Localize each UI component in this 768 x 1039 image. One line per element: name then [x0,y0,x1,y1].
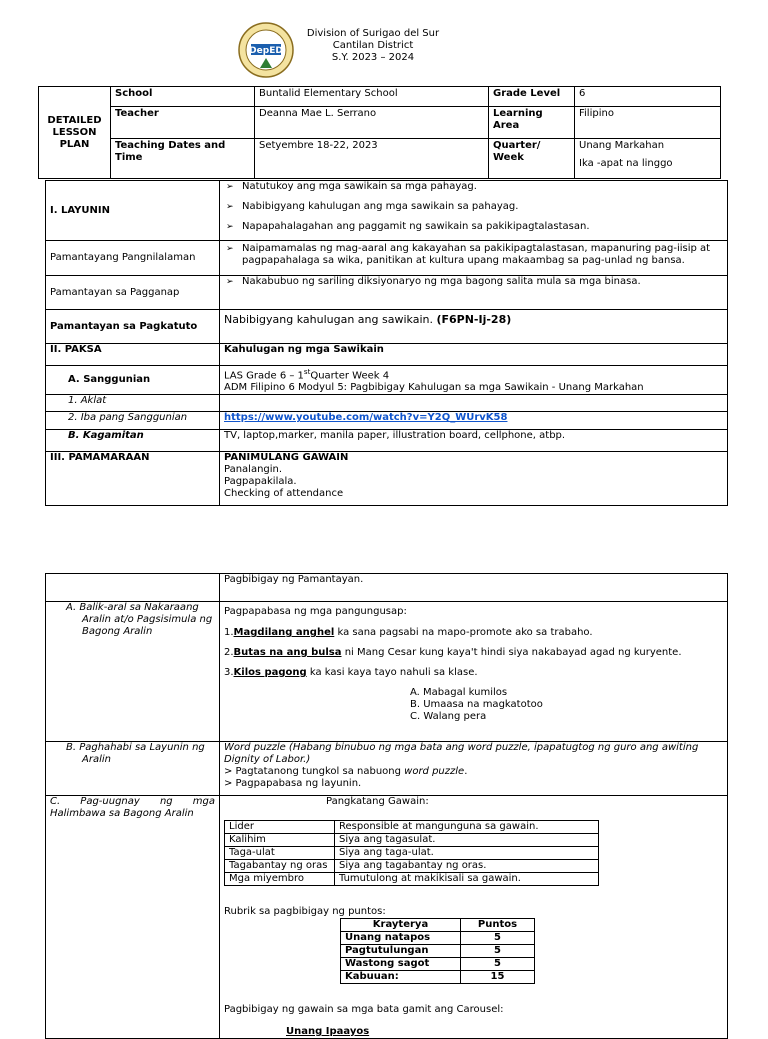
rubric-title: Rubrik sa pagbibigay ng puntos: [224,906,386,917]
pangnilalaman-value: ➢ Naipamamalas ng mag-aaral ang kakayahan sa pakikipagtalastasan, mapanuring pag-iisip at pagpapahalaga sa wika, panitikan at kultura upang makaambag sa pag-unlad ng bansa. [220,241,728,276]
quarter-value: Unang Markahan [579,140,665,151]
role-name: Tagabantay ng oras [225,860,335,873]
rubric-criteria: Kabuuan: [341,971,461,984]
competency-code: (F6PN-Ij-28) [436,313,512,326]
idiom: Magdilang anghel [233,627,335,638]
pagganap-value: ➢ Nakabubuo ng sariling diksiyonaryo ng mga bagong salita mula sa mga binasa. [220,276,728,310]
sanggunian-value: LAS Grade 6 – 1stQuarter Week 4 ADM Filipino 6 Modyul 5: Pagbibigay Kahulugan sa mga Sawikain - Unang Markahan [220,366,728,395]
pagkatuto-label: Pamantayan sa Pagkatuto [46,310,220,344]
rubric-criteria: Wastong sagot [341,958,461,971]
role-name: Kalihim [225,834,335,847]
rubric-header-points: Puntos [461,919,535,932]
unang-ipaayos: Unang Ipaayos [286,1026,370,1037]
idiom: Butas na ang bulsa [233,647,342,658]
balik-aral-content [220,602,728,742]
teaching-dates-label: Teaching Dates and Time [111,139,255,179]
youtube-link[interactable]: https://www.youtube.com/watch?v=Y2Q_WUrvK58 [224,412,508,424]
balik-aral-intro: Pagpapabasa ng mga pangungusap: [224,606,407,617]
panimulang-title: PANIMULANG GAWAIN [224,452,349,464]
learning-area-value: Filipino [575,107,721,139]
layunin-item: ➢ Natutukoy ang mga sawikain sa mga pahayag. [224,181,723,193]
pagkatuto-value: Nabibigyang kahulugan ang sawikain. (F6PN-Ij-28) [220,310,728,344]
empty-cell [46,574,220,602]
choices-list [410,687,723,723]
sanggunian-label: A. Sanggunian [46,366,220,395]
rubric-table [340,918,535,984]
iba-sanggunian-value [220,412,728,430]
role-desc: Tumutulong at makikisali sa gawain. [335,873,599,886]
division-name: Division of Surigao del Sur [306,28,440,39]
choice-item: B. Umaasa na magkatotoo [410,699,543,710]
lesson-plan-table-2 [45,573,728,1039]
word-puzzle-text: Word puzzle (Habang binubuo ng mga bata ang word puzzle, ipapatugtog ng guro ang awiting Dignity of Labor.) [224,742,699,765]
paghahabi-content [220,742,728,796]
grade-level-label: Grade Level [489,87,575,107]
paghahabi-line: > Pagpapabasa ng layunin. [224,778,362,789]
layunin-item: ➢ Nabibigyang kahulugan ang mga sawikain sa pahayag. [224,201,723,213]
teaching-dates-value: Setyembre 18-22, 2023 [255,139,489,179]
lesson-info-table [38,86,721,179]
pagganap-label: Pamantayan sa Pagganap [46,276,220,310]
choice-item: A. Mabagal kumilos [410,687,508,698]
choice-item: C. Walang pera [410,711,487,722]
paghahabi-line: > Pagtatanong tungkol sa nabuong word puzzle. [224,766,468,777]
week-value: Ika -apat na linggo [579,158,673,169]
sentence-item: 2.Butas na ang bulsa ni Mang Cesar kung kaya't hindi siya nakabayad agad ng kuryente. [224,647,682,658]
school-label: School [111,87,255,107]
roles-table [224,820,599,886]
rubric-points: 5 [461,932,535,945]
district-name: Cantilan District [332,40,414,51]
rubric-criteria: Pagtutulungan [341,945,461,958]
pag-uugnay-content [220,796,728,1039]
pag-uugnay-label: C. Pag-uugnay ng mga Halimbawa sa Bagong Aralin [46,796,220,1039]
role-name: Taga-ulat [225,847,335,860]
school-value: Buntalid Elementary School [255,87,489,107]
quarter-week-label: Quarter/ Week [489,139,575,179]
dlp-label: DETAILED LESSON PLAN [39,87,111,179]
paghahabi-label: B. Paghahabi sa Layunin ng Aralin [46,742,220,796]
kagamitan-value: TV, laptop,marker, manila paper, illustration board, cellphone, atbp. [220,430,728,452]
role-desc: Responsible at mangunguna sa gawain. [335,821,599,834]
paksa-label: II. PAKSA [46,344,220,366]
pangnilalaman-label: Pamantayang Pangnilalaman [46,241,220,276]
panimulang-item: Checking of attendance [224,488,344,500]
lesson-plan-table-1 [45,180,728,506]
school-header [278,28,468,64]
panimulang-item: Pagpapakilala. [224,476,297,488]
layunin-label: I. LAYUNIN [46,181,220,241]
panimulang-gawain [220,452,728,506]
role-name: Lider [225,821,335,834]
sentence-item: 1.Magdilang anghel ka sana pagsabi na mapo-promote ako sa trabaho. [224,627,593,638]
layunin-item: ➢ Napapahalagahan ang paggamit ng sawikain sa pakikipagtalastasan. [224,221,723,233]
rubric-points: 5 [461,958,535,971]
role-name: Mga miyembro [225,873,335,886]
sentence-item: 3.Kilos pagong ka kasi kaya tayo nahuli sa klase. [224,667,478,678]
panimulang-item: Panalangin. [224,464,283,476]
teacher-label: Teacher [111,107,255,139]
learning-area-label: Learning Area [489,107,575,139]
pangkatang-title: Pangkatang Gawain: [326,796,429,807]
grade-level-value: 6 [575,87,721,107]
iba-sanggunian-label: 2. Iba pang Sanggunian [46,412,220,430]
idiom: Kilos pagong [233,667,307,678]
deped-logo-text: DepED [249,46,283,56]
rubric-points: 15 [461,971,535,984]
rubric-header-criteria: Krayterya [341,919,461,932]
pamantayan-row: Pagbibigay ng Pamantayan. [220,574,728,602]
kagamitan-label: B. Kagamitan [46,430,220,452]
carousel-text: Pagbibigay ng gawain sa mga bata gamit ang Carousel: [224,1004,504,1015]
aklat-value [220,395,728,412]
layunin-list [220,181,728,241]
quarter-week-value [575,139,721,179]
school-year: S.Y. 2023 – 2024 [331,52,415,63]
rubric-points: 5 [461,945,535,958]
role-desc: Siya ang tagabantay ng oras. [335,860,599,873]
teacher-value: Deanna Mae L. Serrano [255,107,489,139]
pamamaraan-label: III. PAMAMARAAN [46,452,220,506]
aklat-label: 1. Aklat [46,395,220,412]
role-desc: Siya ang tagasulat. [335,834,599,847]
rubric-criteria: Unang natapos [341,932,461,945]
paksa-value: Kahulugan ng mga Sawikain [220,344,728,366]
balik-aral-label: A. Balik-aral sa Nakaraang Aralin at/o Pagsisimula ng Bagong Aralin [46,602,220,742]
role-desc: Siya ang taga-ulat. [335,847,599,860]
